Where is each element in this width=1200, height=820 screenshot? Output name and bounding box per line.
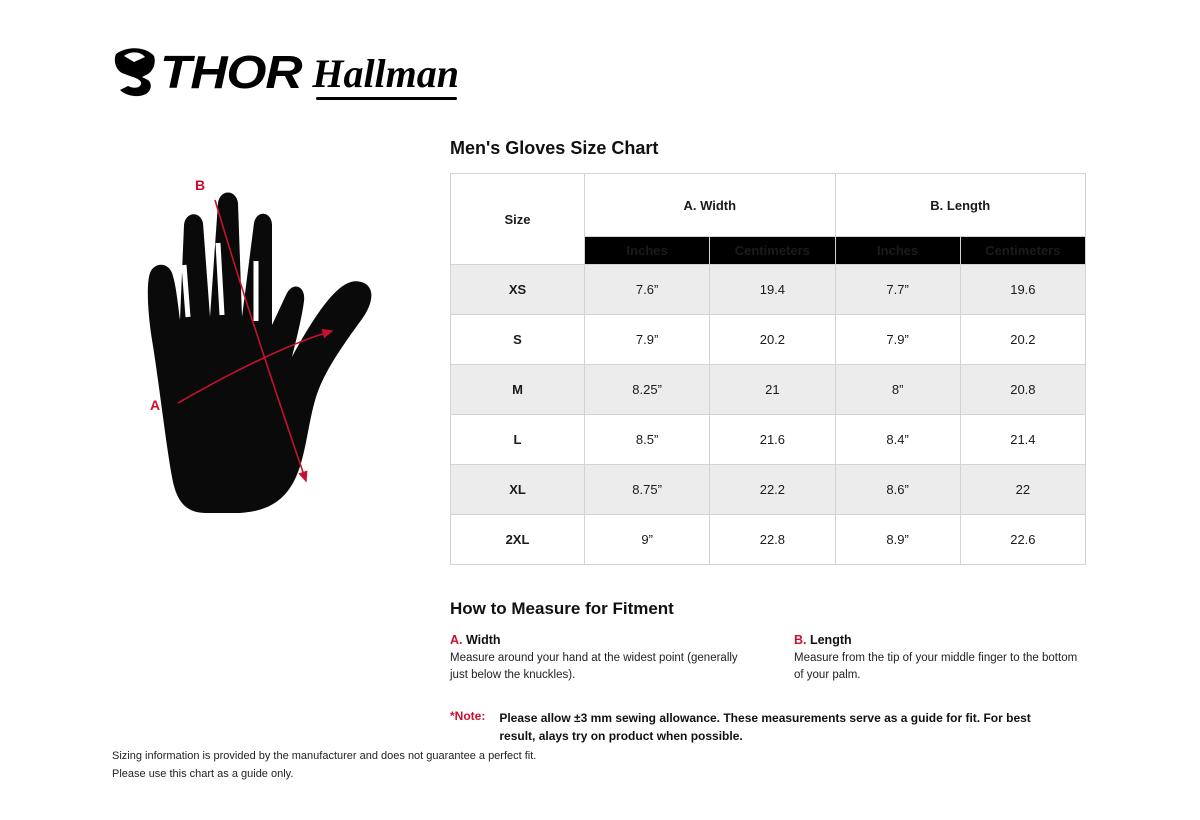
cell-size: L: [451, 415, 585, 465]
page-title: Men's Gloves Size Chart: [450, 138, 659, 158]
howto-width-block: [450, 633, 740, 683]
thor-wordmark: THOR: [160, 46, 302, 98]
how-to-measure-section: [450, 599, 1086, 745]
cell-width-centimeters: 22.2: [710, 465, 835, 515]
hand-measurement-diagram: [110, 165, 430, 545]
cell-width-centimeters: 19.4: [710, 265, 835, 315]
cell-length-centimeters: 19.6: [960, 265, 1085, 315]
cell-width-inches: 8.25”: [585, 365, 710, 415]
header-length-group: B. Length: [835, 174, 1086, 237]
cell-size: 2XL: [451, 515, 585, 565]
table-row: [451, 515, 1086, 565]
howto-width-heading: [450, 633, 740, 647]
cell-width-inches: 7.6”: [585, 265, 710, 315]
cell-length-centimeters: 22.6: [960, 515, 1085, 565]
header-width-centimeters: Centimeters: [710, 237, 835, 265]
header-size: Size: [451, 174, 585, 265]
howto-width-letter: A.: [450, 633, 463, 647]
header-width-inches: Inches: [585, 237, 710, 265]
cell-width-centimeters: 22.8: [710, 515, 835, 565]
cell-length-centimeters: 20.2: [960, 315, 1085, 365]
table-row: [451, 315, 1086, 365]
note-row: [450, 709, 1086, 745]
footer-line-2: Please use this chart as a guide only.: [112, 767, 294, 780]
cell-length-inches: 8”: [835, 365, 960, 415]
cell-length-inches: 7.7”: [835, 265, 960, 315]
howto-width-text: Measure around your hand at the widest point (generally just below the knuckles).: [450, 652, 738, 681]
hand-silhouette-icon: [110, 165, 430, 545]
howto-length-letter: B.: [794, 633, 807, 647]
cell-width-inches: 9”: [585, 515, 710, 565]
thor-helmet-icon: [112, 46, 158, 98]
note-text: Please allow ±3 mm sewing allowance. These measurements serve as a guide for fit. For best result, alays try on product when possible.: [499, 711, 1031, 744]
cell-size: XS: [451, 265, 585, 315]
how-to-measure-title: How to Measure for Fitment: [450, 599, 674, 618]
cell-size: XL: [451, 465, 585, 515]
cell-width-inches: 7.9”: [585, 315, 710, 365]
howto-width-name: Width: [462, 633, 501, 647]
cell-width-inches: 8.75”: [585, 465, 710, 515]
cell-length-centimeters: 20.8: [960, 365, 1085, 415]
footer-disclaimer: [112, 748, 536, 783]
cell-length-centimeters: 21.4: [960, 415, 1085, 465]
header-length-centimeters: Centimeters: [960, 237, 1085, 265]
cell-size: S: [451, 315, 585, 365]
size-chart-table: [450, 173, 1086, 565]
cell-length-inches: 8.4”: [835, 415, 960, 465]
diagram-label-b: B: [195, 177, 206, 193]
howto-length-name: Length: [806, 633, 852, 647]
howto-length-block: [794, 633, 1084, 683]
table-row: [451, 465, 1086, 515]
cell-length-centimeters: 22: [960, 465, 1085, 515]
howto-length-text: Measure from the tip of your middle finger to the bottom of your palm.: [794, 652, 1078, 681]
cell-width-inches: 8.5”: [585, 415, 710, 465]
footer-line-1: Sizing information is provided by the manufacturer and does not guarantee a perfect fit.: [112, 750, 537, 762]
table-header-group-row: [451, 174, 1086, 237]
cell-width-centimeters: 21: [710, 365, 835, 415]
cell-length-inches: 7.9”: [835, 315, 960, 365]
table-row: [451, 365, 1086, 415]
size-chart-panel: [450, 138, 1086, 745]
note-label: *Note:: [450, 709, 486, 724]
cell-size: M: [451, 365, 585, 415]
table-row: [451, 415, 1086, 465]
thor-logo: [112, 46, 302, 98]
table-row: [451, 265, 1086, 315]
hallman-wordmark: Hallman: [312, 51, 460, 96]
cell-length-inches: 8.6”: [835, 465, 960, 515]
cell-width-centimeters: 20.2: [710, 315, 835, 365]
cell-width-centimeters: 21.6: [710, 415, 835, 465]
diagram-label-a: A: [150, 397, 161, 413]
header-width-group: A. Width: [585, 174, 836, 237]
cell-length-inches: 8.9”: [835, 515, 960, 565]
header-length-inches: Inches: [835, 237, 960, 265]
howto-length-heading: [794, 633, 1084, 647]
brand-logos: [112, 46, 459, 98]
